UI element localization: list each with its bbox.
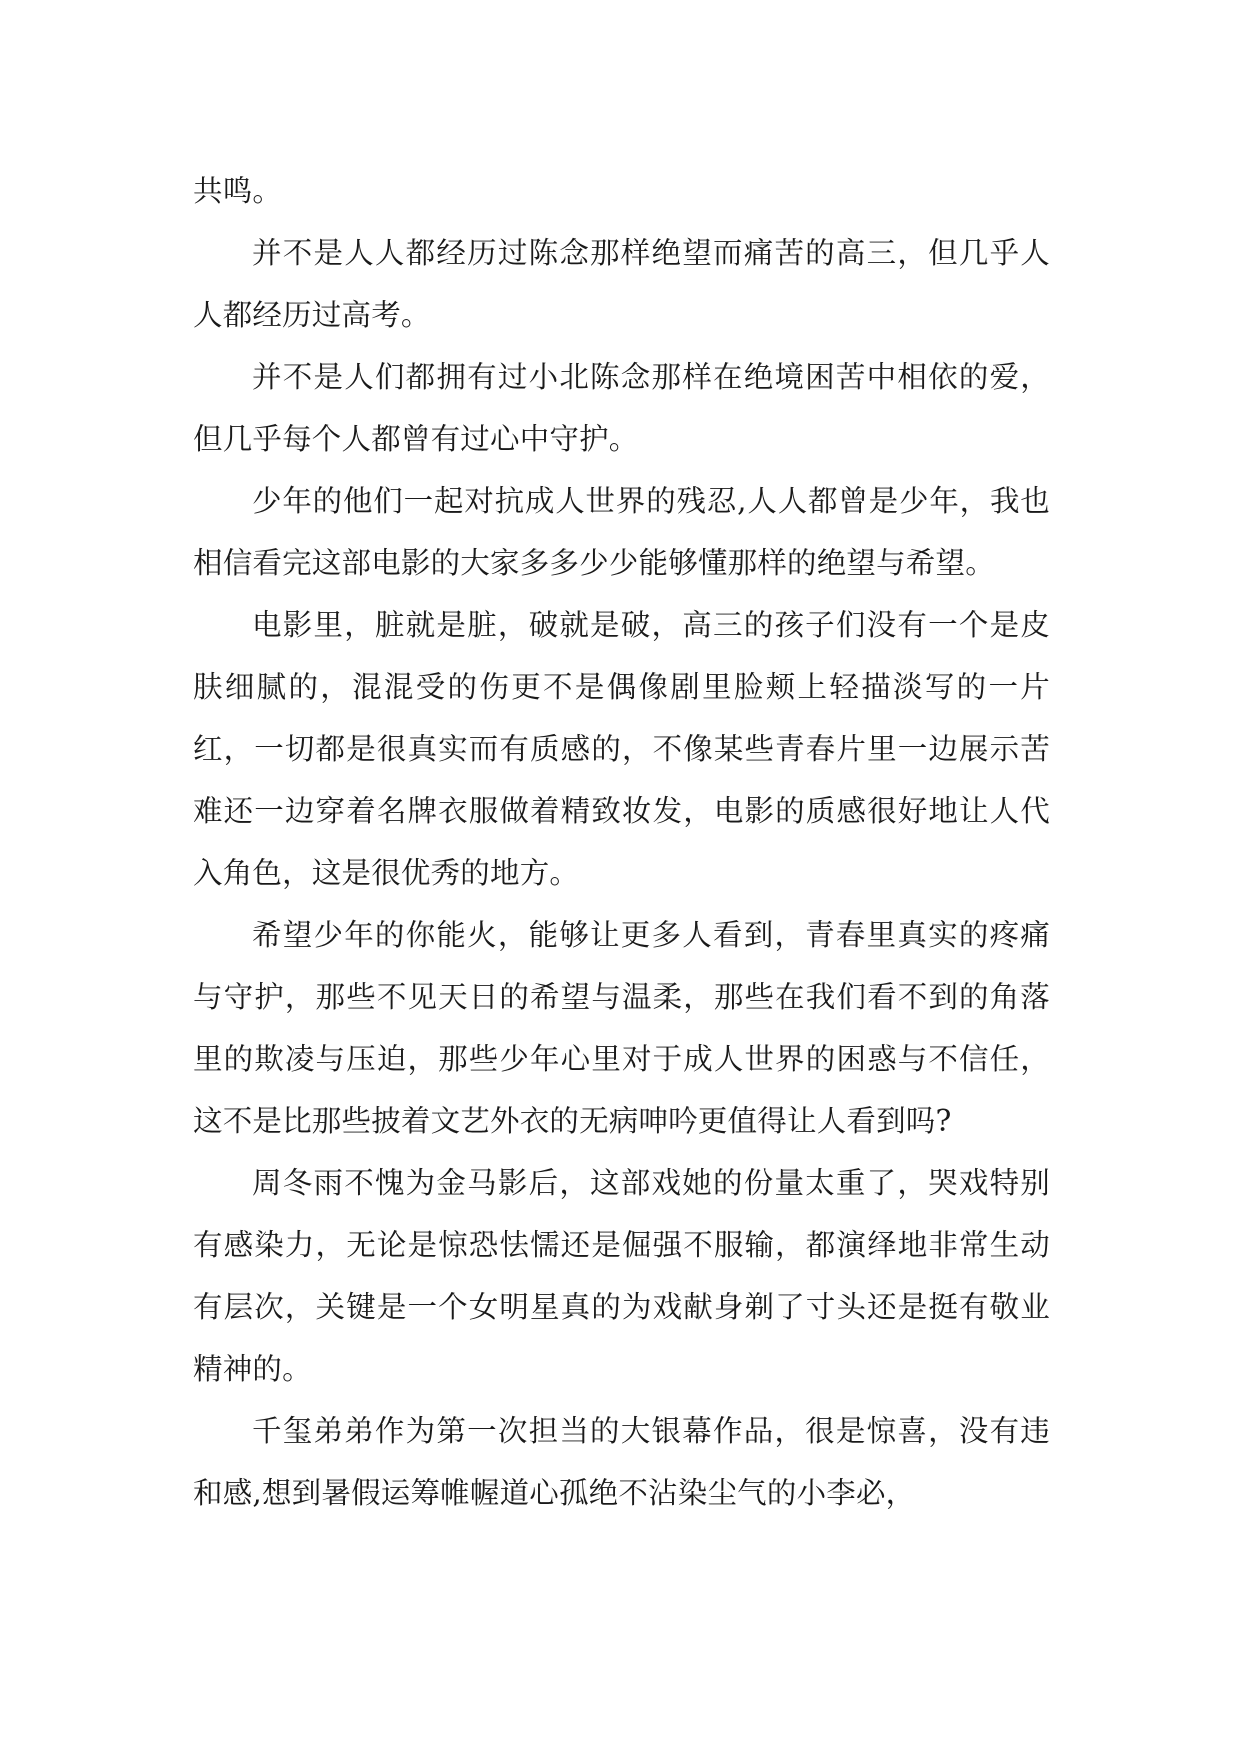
- paragraph-gaokao: 并不是人人都经历过陈念那样绝望而痛苦的高三，但几乎人人都经历过高考。: [193, 236, 1050, 332]
- paragraph-hope: 希望少年的你能火，能够让更多人看到，青春里真实的疼痛与守护，那些不见天日的希望与温柔，那些在我们看不到的角落里的欺凌与压迫，那些少年心里对于成人世界的困惑与不信任，这不是比那些披着文艺外衣的无病呻吟更值得让人看到吗?: [193, 918, 1050, 1138]
- paragraph-realism: 电影里，脏就是脏，破就是破，高三的孩子们没有一个是皮肤细腻的，混混受的伤更不是偶像剧里脸颊上轻描淡写的一片红，一切都是很真实而有质感的，不像某些青春片里一边展示苦难还一边穿着名牌衣服做着精致妆发，电影的质感很好地让人代入角色，这是很优秀的地方。: [193, 608, 1050, 890]
- paragraph-zhou-dongyu: 周冬雨不愧为金马影后，这部戏她的份量太重了，哭戏特别有感染力，无论是惊恐怯懦还是倔强不服输，都演绎地非常生动有层次，关键是一个女明星真的为戏献身剃了寸头还是挺有敬业精神的。: [193, 1166, 1050, 1386]
- paragraph-continuation: 共鸣。: [193, 174, 283, 208]
- paragraph-love: 并不是人们都拥有过小北陈念那样在绝境困苦中相依的爱，但几乎每个人都曾有过心中守护。: [193, 360, 1050, 456]
- paragraph-qianxi: 千玺弟弟作为第一次担当的大银幕作品，很是惊喜，没有违和感,想到暑假运筹帷幄道心孤绝不沾染尘气的小李必，: [193, 1414, 1050, 1510]
- paragraph-youth: 少年的他们一起对抗成人世界的残忍,人人都曾是少年，我也相信看完这部电影的大家多多少少能够懂那样的绝望与希望。: [193, 484, 1050, 580]
- document-body: [193, 160, 1050, 1524]
